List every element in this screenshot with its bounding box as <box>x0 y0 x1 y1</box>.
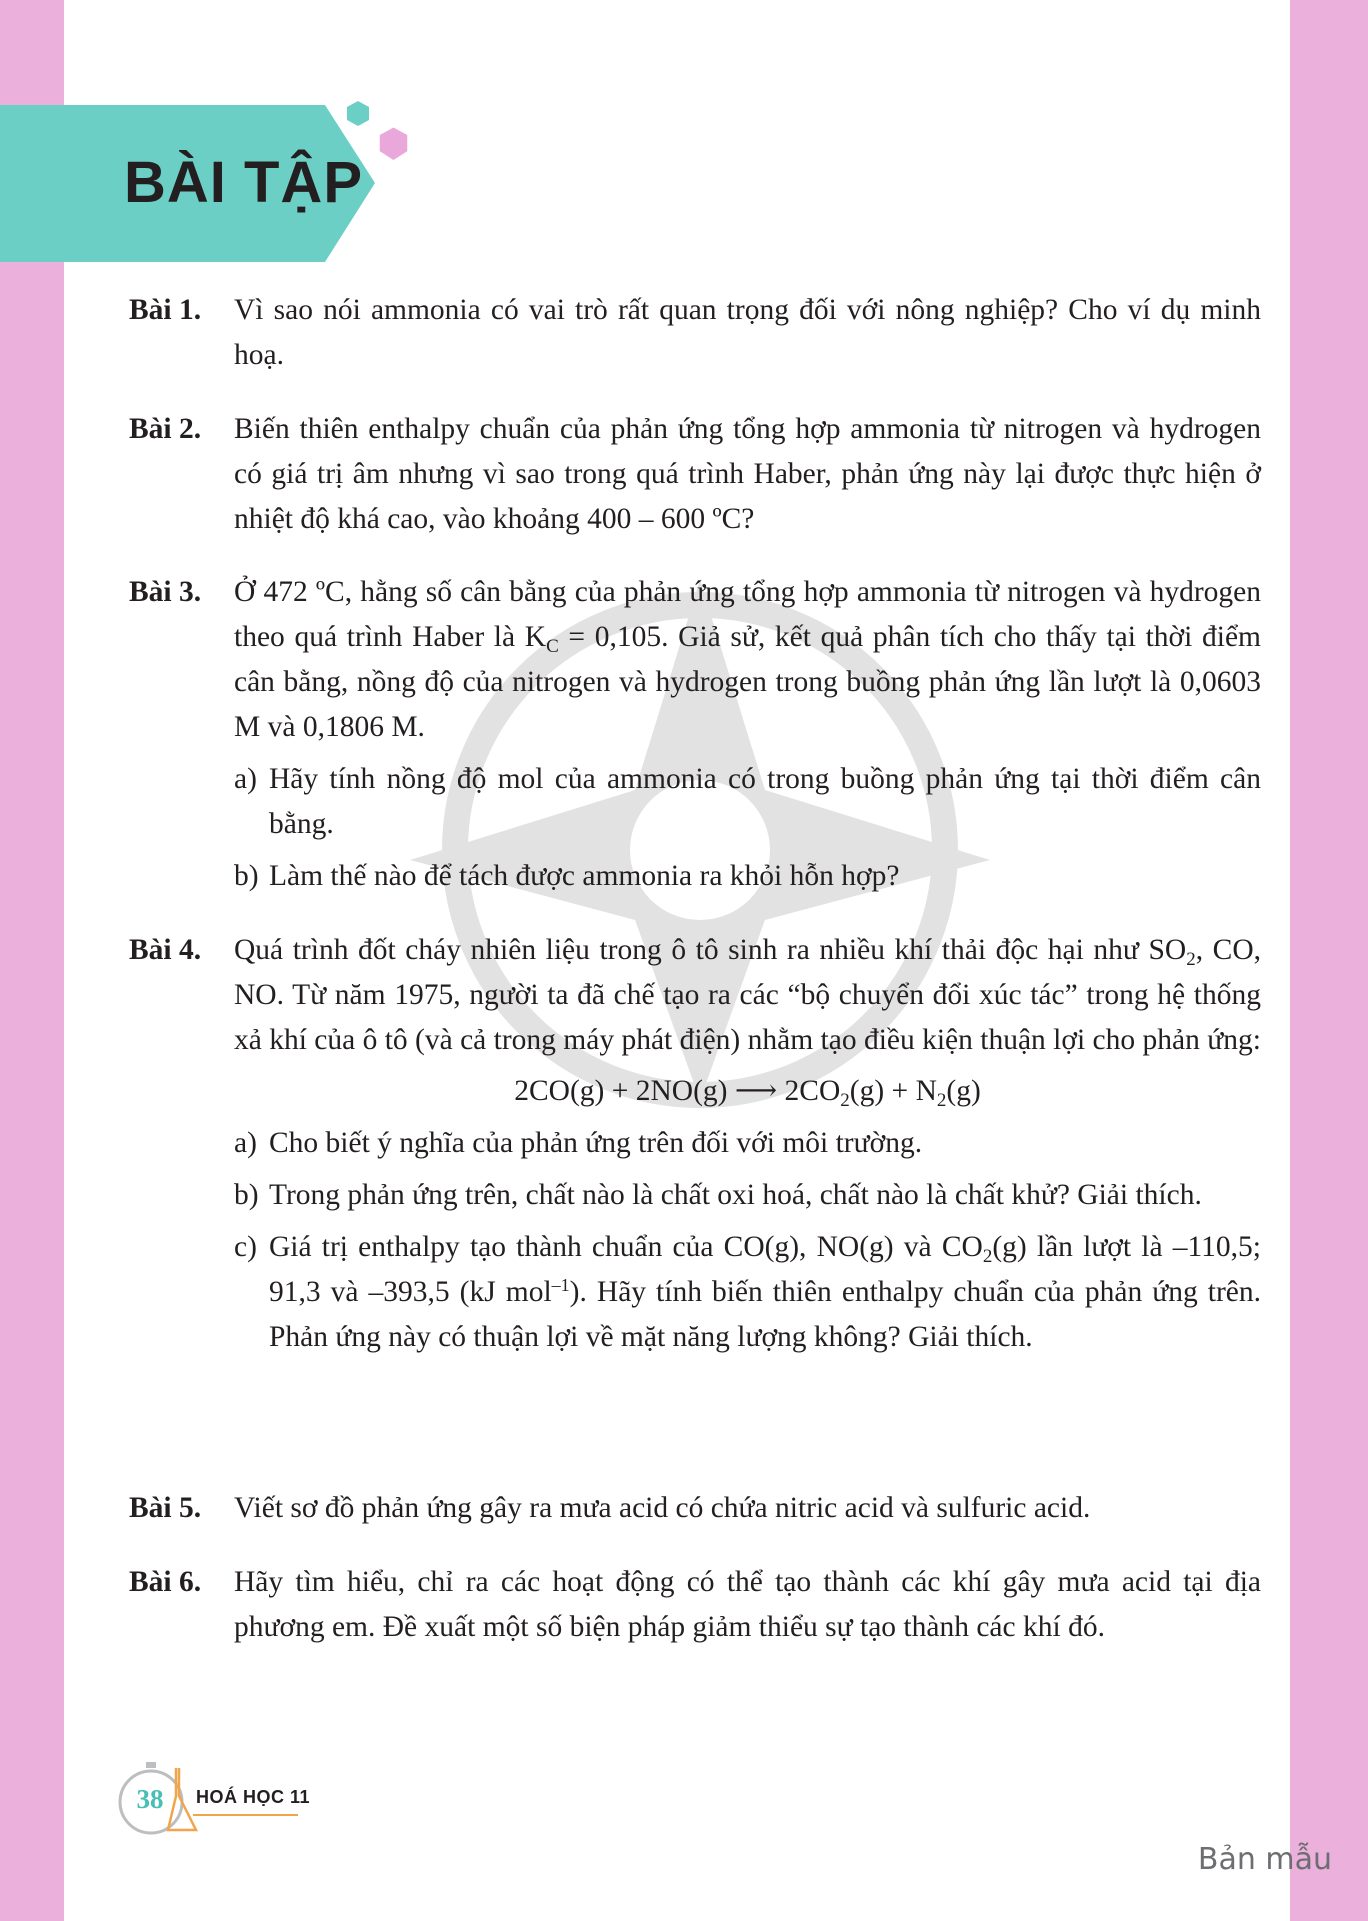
page-number: 38 <box>136 1784 164 1814</box>
sub-question-c: c) Giá trị enthalpy tạo thành chuẩn của CO(g), NO(g) và $CO_2(g)$ lần lượt là –110,5; 91,3 và –393,5 (kJ mol$^{-1}$). Hãy tính biến thiên enthalpy chuẩn của phản ứng trên. Phản ứng này có thuận lợi về mặt năng lượng không? Giải thích. <box>234 1231 1261 1353</box>
footer-underline <box>193 1814 298 1816</box>
sub-question-a: a) Hãy tính nồng độ mol của ammonia có trong buồng phản ứng tại thời điểm cân bằng. <box>234 763 1261 840</box>
exercise-1 <box>129 288 1261 378</box>
exercise-text: Quá trình đốt cháy nhiên liệu trong ô tô sinh ra nhiều khí thải độc hại như $SO_2$, CO, NO. Từ năm 1975, người ta đã chế tạo ra các “bộ chuyển đổi xúc tác” trong hệ thống xả khí của ô tô (và cả trong máy phát điện) nhằm tạo điều kiện thuận lợi cho phản ứng: <box>234 934 1261 1056</box>
exercise-text: Ở 472 ºC, hằng số cân bằng của phản ứng tổng hợp ammonia từ nitrogen và hydrogen theo quá trình Haber là $K_C = 0,105$. Giả sử, kết quả phân tích cho thấy tại thời điểm cân bằng, nồng độ của nitrogen và hydrogen trong buồng phản ứng lần lượt là 0,0603 M và 0,1806 M. <box>234 576 1261 743</box>
exercise-label: Bài 3. <box>129 576 202 608</box>
sub-question-b: b) Trong phản ứng trên, chất nào là chất oxi hoá, chất nào là chất khử? Giải thích. <box>234 1179 1202 1211</box>
exercise-label: Bài 1. <box>129 294 202 326</box>
chemical-equation: 2CO(g) + 2NO(g) ⟶ $2CO_2(g) + N_2(g)$ <box>514 1075 981 1111</box>
exercise-text: Vì sao nói ammonia có vai trò rất quan trọng đối với nông nghiệp? Cho ví dụ minh hoạ. <box>234 294 1261 371</box>
sub-question-a: a) Cho biết ý nghĩa của phản ứng trên đối với môi trường. <box>234 1127 923 1159</box>
page-title: BÀI TẬP <box>124 150 363 215</box>
exercise-label: Bài 5. <box>129 1492 202 1524</box>
exercise-label: Bài 4. <box>129 934 202 966</box>
left-margin-stripe <box>0 0 64 1921</box>
exercise-4 <box>129 928 1261 1360</box>
exercise-3 <box>129 570 1261 899</box>
right-margin-stripe <box>1290 0 1368 1921</box>
exercise-2 <box>129 407 1261 542</box>
sample-watermark-text: Bản mẫu <box>1197 1842 1332 1877</box>
sub-question-b: b) Làm thế nào để tách được ammonia ra khỏi hỗn hợp? <box>234 860 900 892</box>
exercise-text: Hãy tìm hiểu, chỉ ra các hoạt động có thể tạo thành các khí gây mưa acid tại địa phương em. Đề xuất một số biện pháp giảm thiểu sự tạo thành các khí đó. <box>234 1566 1261 1643</box>
exercise-text: Biến thiên enthalpy chuẩn của phản ứng tổng hợp ammonia từ nitrogen và hydrogen có giá trị âm nhưng vì sao trong quá trình Haber, phản ứng này lại được thực hiện ở nhiệt độ khá cao, vào khoảng 400 – 600 ºC? <box>234 413 1261 535</box>
exercise-text: Viết sơ đồ phản ứng gây ra mưa acid có chứa nitric acid và sulfuric acid. <box>234 1492 1091 1524</box>
book-title: HOÁ HỌC 11 <box>196 1787 311 1807</box>
exercise-5 <box>129 1486 1261 1531</box>
exercise-6 <box>129 1560 1261 1650</box>
exercise-label: Bài 6. <box>129 1566 202 1598</box>
exercise-label: Bài 2. <box>129 413 202 445</box>
